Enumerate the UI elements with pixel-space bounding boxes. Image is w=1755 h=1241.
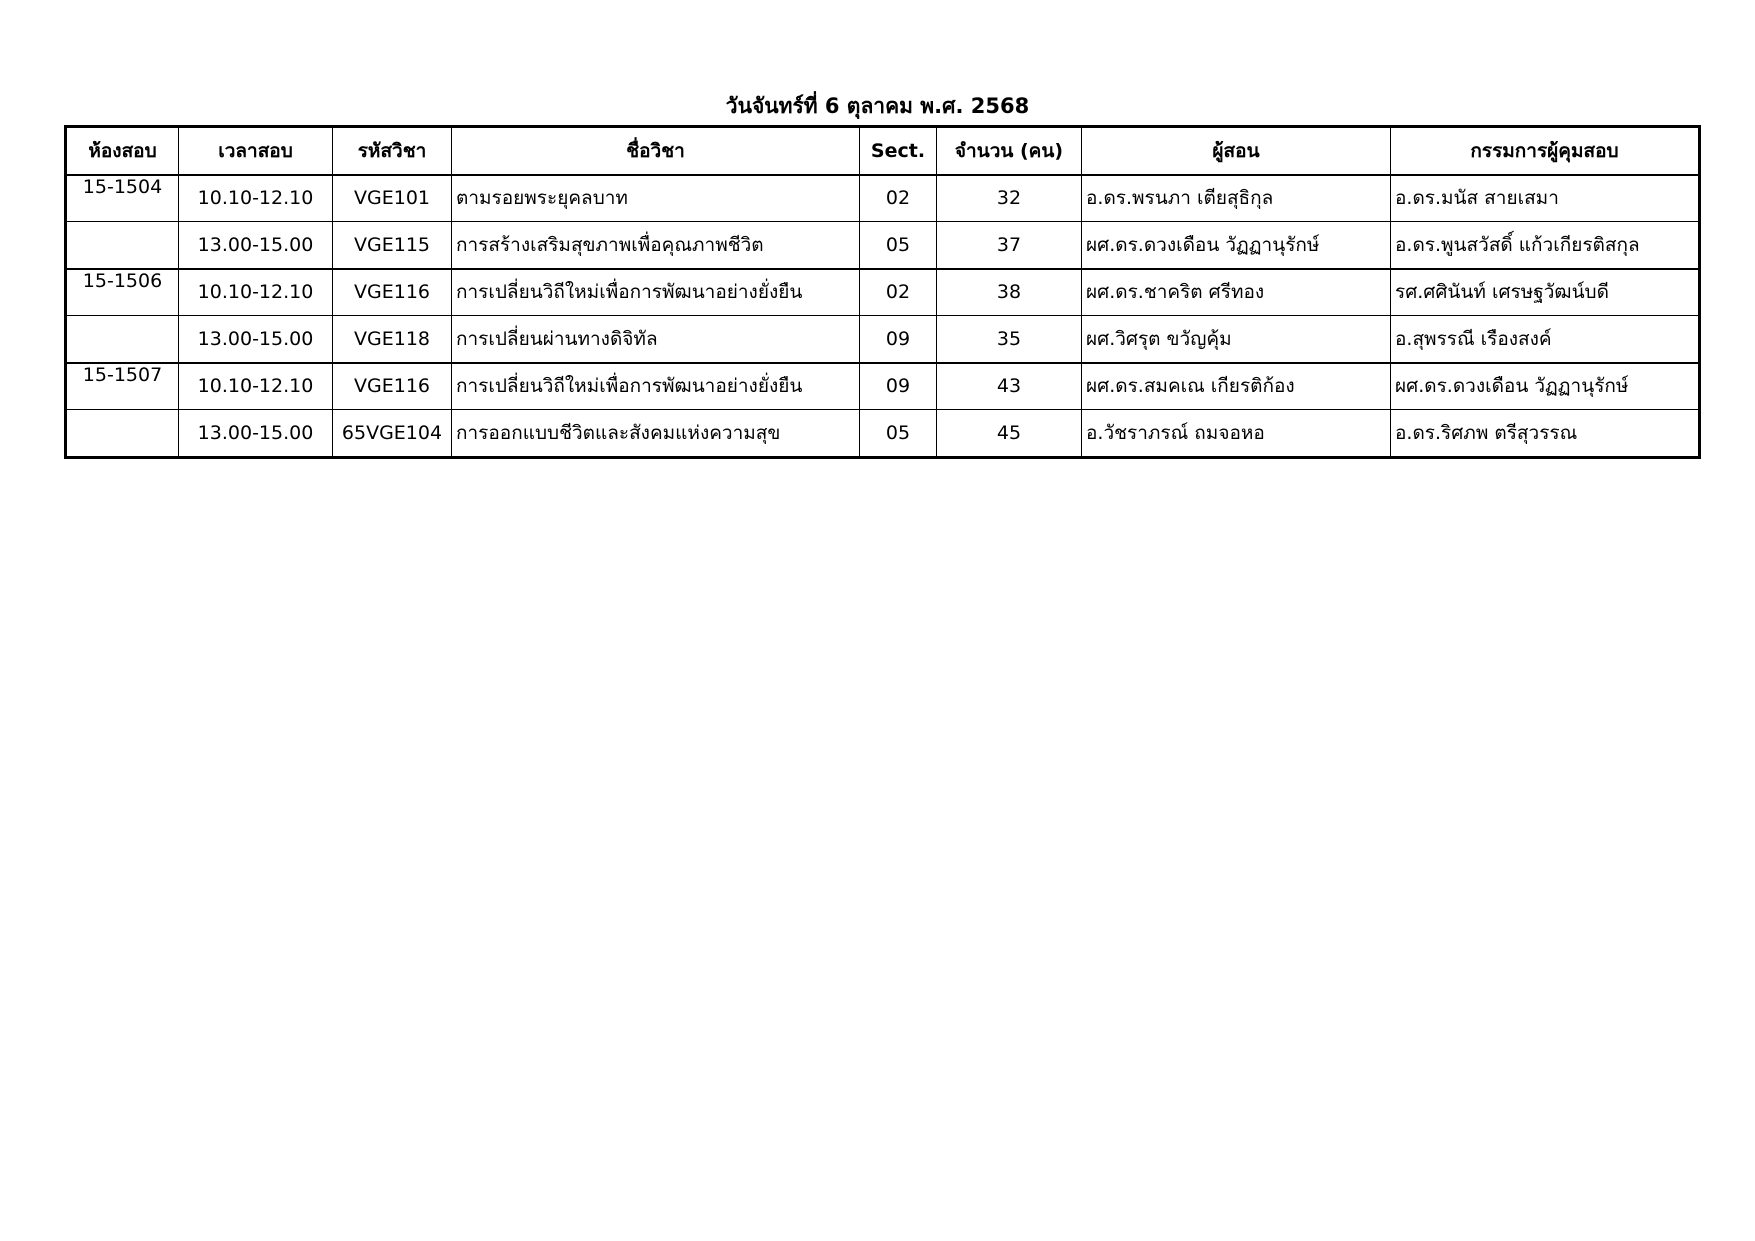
proctor-cell: อ.สุพรรณี เรืองสงค์ xyxy=(1391,316,1699,363)
section-cell: 05 xyxy=(860,410,937,457)
teacher-cell: ผศ.ดร.ดวงเดือน วัฏฏานุรักษ์ xyxy=(1082,222,1391,269)
teacher-cell: อ.ดร.พรนภา เตียสุธิกุล xyxy=(1082,175,1391,222)
course-name-cell: การเปลี่ยนวิถีใหม่เพื่อการพัฒนาอย่างยั่งยืน xyxy=(452,269,860,316)
proctor-cell: อ.ดร.พูนสวัสดิ์ แก้วเกียรติสกุล xyxy=(1391,222,1699,269)
code-cell: VGE115 xyxy=(333,222,452,269)
code-cell: VGE116 xyxy=(333,363,452,410)
room-cell: 15-1506 xyxy=(67,269,179,316)
header-time: เวลาสอบ xyxy=(179,128,333,175)
count-cell: 38 xyxy=(937,269,1082,316)
section-cell: 02 xyxy=(860,175,937,222)
time-cell: 13.00-15.00 xyxy=(179,410,333,457)
count-cell: 45 xyxy=(937,410,1082,457)
table-row xyxy=(67,410,1699,457)
table-row xyxy=(67,316,1699,363)
section-cell: 02 xyxy=(860,269,937,316)
section-cell: 09 xyxy=(860,316,937,363)
table-row xyxy=(67,222,1699,269)
table-row xyxy=(67,363,1699,410)
course-name-cell: การสร้างเสริมสุขภาพเพื่อคุณภาพชีวิต xyxy=(452,222,860,269)
course-name-cell: ตามรอยพระยุคลบาท xyxy=(452,175,860,222)
course-name-cell: การออกแบบชีวิตและสังคมแห่งความสุข xyxy=(452,410,860,457)
room-cell xyxy=(67,410,179,457)
code-cell: VGE116 xyxy=(333,269,452,316)
section-cell: 05 xyxy=(860,222,937,269)
header-section: Sect. xyxy=(860,128,937,175)
teacher-cell: ผศ.ดร.สมคเณ เกียรติก้อง xyxy=(1082,363,1391,410)
room-cell: 15-1507 xyxy=(67,363,179,410)
code-cell: VGE118 xyxy=(333,316,452,363)
header-proctor: กรรมการผู้คุมสอบ xyxy=(1391,128,1699,175)
room-cell xyxy=(67,222,179,269)
course-name-cell: การเปลี่ยนผ่านทางดิจิทัล xyxy=(452,316,860,363)
proctor-cell: รศ.ศศินันท์ เศรษฐวัฒน์บดี xyxy=(1391,269,1699,316)
teacher-cell: ผศ.ดร.ชาคริต ศรีทอง xyxy=(1082,269,1391,316)
exam-schedule-table xyxy=(66,127,1699,457)
header-code: รหัสวิชา xyxy=(333,128,452,175)
section-cell: 09 xyxy=(860,363,937,410)
header-row xyxy=(67,128,1699,175)
room-cell xyxy=(67,316,179,363)
teacher-cell: อ.วัชราภรณ์ ถมจอหอ xyxy=(1082,410,1391,457)
time-cell: 13.00-15.00 xyxy=(179,222,333,269)
time-cell: 10.10-12.10 xyxy=(179,363,333,410)
table-row xyxy=(67,175,1699,222)
header-teacher: ผู้สอน xyxy=(1082,128,1391,175)
teacher-cell: ผศ.วิศรุต ขวัญคุ้ม xyxy=(1082,316,1391,363)
count-cell: 37 xyxy=(937,222,1082,269)
proctor-cell: ผศ.ดร.ดวงเดือน วัฏฏานุรักษ์ xyxy=(1391,363,1699,410)
proctor-cell: อ.ดร.ริศภพ ตรีสุวรรณ xyxy=(1391,410,1699,457)
header-count: จำนวน (คน) xyxy=(937,128,1082,175)
room-cell: 15-1504 xyxy=(67,175,179,222)
page-title: วันจันทร์ที่ 6 ตุลาคม พ.ศ. 2568 xyxy=(725,94,1030,118)
time-cell: 13.00-15.00 xyxy=(179,316,333,363)
count-cell: 32 xyxy=(937,175,1082,222)
header-room: ห้องสอบ xyxy=(67,128,179,175)
header-course-name: ชื่อวิชา xyxy=(452,128,860,175)
table-row xyxy=(67,269,1699,316)
proctor-cell: อ.ดร.มนัส สายเสมา xyxy=(1391,175,1699,222)
time-cell: 10.10-12.10 xyxy=(179,269,333,316)
course-name-cell: การเปลี่ยนวิถีใหม่เพื่อการพัฒนาอย่างยั่งยืน xyxy=(452,363,860,410)
count-cell: 35 xyxy=(937,316,1082,363)
time-cell: 10.10-12.10 xyxy=(179,175,333,222)
code-cell: VGE101 xyxy=(333,175,452,222)
code-cell: 65VGE104 xyxy=(333,410,452,457)
count-cell: 43 xyxy=(937,363,1082,410)
